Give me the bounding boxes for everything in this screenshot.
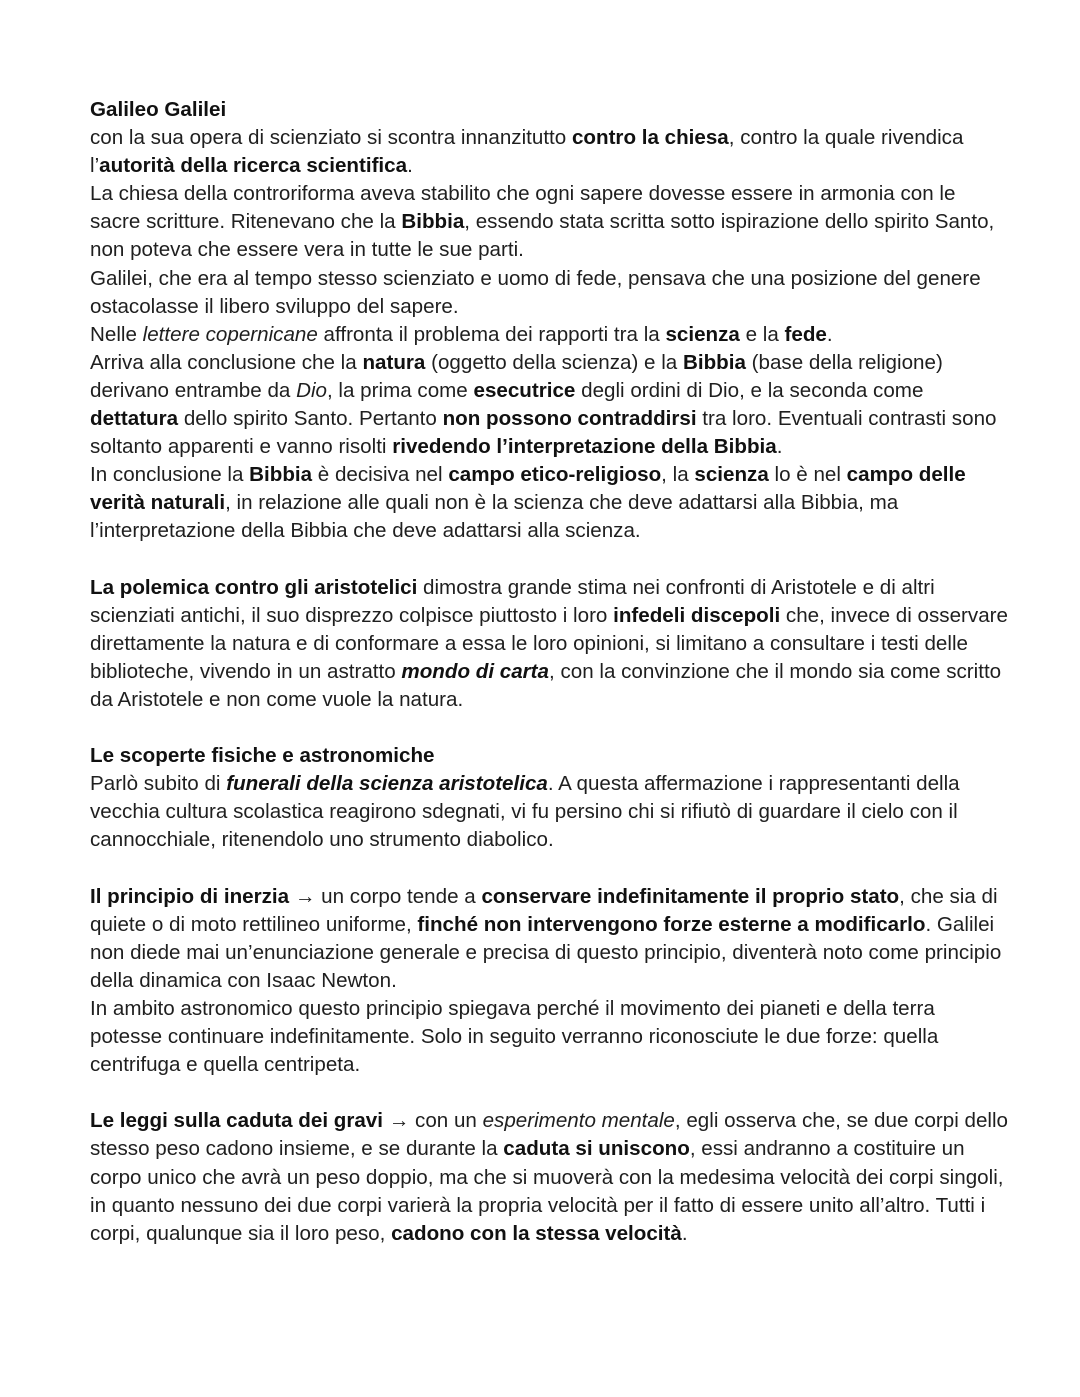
text-run: dettatura	[90, 407, 179, 431]
text-run: lettere copernicane	[142, 322, 318, 346]
text-run: mondo di carta	[401, 659, 549, 683]
text-run: non possono contraddirsi	[442, 407, 697, 431]
text-run: lo è nel	[768, 463, 847, 487]
text-run: In ambito astronomico questo principio spiegava perché il movimento dei pianeti e della terra potesse continuare indefinitamente. Solo in seguito verranno riconosciute le due forze: quella centrifuga e quella centripeta.	[90, 997, 939, 1077]
text-run: , egli osserva che, se due corpi dello stesso peso cadono insieme, e se durante la	[90, 1109, 1009, 1161]
text-run: caduta si uniscono	[503, 1137, 690, 1161]
text-run: . A questa affermazione i rappresentanti della vecchia cultura scolastica reagirono sdegnati, vi fu persino chi si rifiutò di guardare il cielo con il cannocchiale, ritenendolo uno strumento diabolico.	[90, 772, 960, 852]
text-run: dimostra grande stima nei confronti di Aristotele e di altri scienziati antichi, il suo disprezzo colpisce piuttosto i loro	[90, 575, 935, 627]
text-run: che, invece di osservare direttamente la natura e di conformare a essa le loro opinioni, si limitano a consultare i testi delle biblioteche, vivendo in un astratto	[90, 603, 1008, 683]
text-run: e la	[739, 322, 785, 346]
text-run: , che sia di quiete o di moto rettilineo uniforme,	[90, 884, 998, 936]
text-run: scienza	[665, 322, 740, 346]
text-run: Dio	[296, 378, 327, 402]
document-title: Galileo Galilei	[90, 98, 227, 121]
paragraph-conclusion	[90, 461, 1010, 545]
paragraph-galilei-faith	[90, 265, 1010, 321]
text-run: rivedendo l’interpretazione della Bibbia	[392, 435, 777, 459]
text-run: conservare indefinitamente il proprio stato	[481, 884, 900, 908]
document-page	[90, 96, 1010, 1248]
text-run: finché non intervengono forze esterne a modificarlo	[417, 912, 926, 936]
text-run: Il principio di inerzia	[90, 884, 290, 908]
text-run: cadono con la stessa velocità	[391, 1221, 682, 1245]
paragraph-church-conflict	[90, 124, 1010, 180]
text-run: contro la chiesa	[571, 126, 729, 150]
text-run: → con un	[382, 1109, 483, 1133]
text-run: infedeli discepoli	[613, 603, 781, 627]
text-run: campo delle verità naturali	[90, 463, 966, 515]
paragraph-inertia	[90, 883, 1010, 995]
section-heading-discoveries: Le scoperte fisiche e astronomiche	[90, 744, 435, 768]
paragraph-aristotelians	[90, 574, 1010, 714]
text-run: . Galilei non diede mai un’enunciazione generale e precisa di questo principio, diventerà noto come principio della dinamica con Isaac Newton.	[90, 912, 1002, 992]
text-run: La polemica contro gli aristotelici	[90, 575, 418, 599]
paragraph-funerals	[90, 770, 1010, 854]
text-run: La chiesa della controriforma aveva stabilito che ogni sapere dovesse essere in armonia con le sacre scritture. Ritenevano che la	[90, 182, 956, 234]
text-run: Nelle	[90, 322, 143, 346]
text-run: fede	[784, 322, 827, 346]
text-run: , contro la quale rivendica l’	[90, 126, 964, 178]
text-run: , essendo stata scritta sotto ispirazione dello spirito Santo, non poteva che essere vera in tutte le sue parti.	[90, 210, 995, 262]
text-run: Parlò subito di	[90, 772, 227, 796]
text-run: , con la convinzione che il mondo sia come scritto da Aristotele e non come vuole la natura.	[90, 659, 1002, 711]
text-run: autorità della ricerca scientifica	[99, 154, 408, 178]
text-run: Bibbia	[249, 463, 313, 487]
text-run: .	[407, 154, 413, 178]
text-run: (base della religione) derivano entrambe da	[90, 350, 943, 402]
text-run: .	[826, 322, 833, 346]
text-run: , essi andranno a costituire un corpo unico che avrà un peso doppio, ma che si muoverà con la medesima velocità dei corpi singoli, in quanto nessuno dei due corpi varierà la propria velocità per il fatto di essere unito all’altro. Tutti i corpi, qualunque sia il loro peso,	[90, 1137, 1004, 1245]
paragraph-falling-bodies	[90, 1107, 1010, 1247]
text-run: degli ordini di Dio, e la seconda come	[575, 378, 924, 402]
text-run: affronta il problema dei rapporti tra la	[317, 322, 666, 346]
text-run: Le leggi sulla caduta dei gravi	[90, 1109, 383, 1133]
text-run: Bibbia	[401, 210, 465, 234]
text-run: Galilei, che era al tempo stesso scienziato e uomo di fede, pensava che una posizione del genere ostacolasse il libero sviluppo del sapere.	[90, 266, 981, 318]
text-run: esperimento mentale	[482, 1109, 675, 1133]
text-run: → un corpo tende a	[289, 884, 482, 908]
text-run: scienza	[694, 463, 769, 487]
text-run: esecutrice	[473, 378, 576, 402]
text-run: .	[681, 1221, 688, 1245]
paragraph-copernican-letters	[90, 321, 1010, 349]
text-run: dello spirito Santo. Pertanto	[178, 407, 443, 431]
text-run: , la	[661, 463, 695, 487]
text-run: In conclusione la	[90, 463, 250, 487]
text-run: campo etico-religioso	[448, 463, 662, 487]
text-run: con la sua opera di scienziato si scontra innanzitutto	[90, 126, 572, 150]
text-run: , la prima come	[326, 378, 474, 402]
text-run: funerali della scienza aristotelica	[226, 772, 548, 796]
paragraph-nature-bible	[90, 349, 1010, 461]
text-run: natura	[362, 350, 426, 374]
text-run: Arriva alla conclusione che la	[90, 350, 363, 374]
text-run: è decisiva nel	[312, 463, 449, 487]
paragraph-astronomy	[90, 995, 1010, 1079]
text-run: tra loro. Eventuali contrasti sono soltanto apparenti e vanno risolti	[90, 407, 997, 459]
text-run: (oggetto della scienza) e la	[425, 350, 683, 374]
paragraph-counter-reformation	[90, 180, 1010, 264]
text-run: , in relazione alle quali non è la scienza che deve adattarsi alla Bibbia, ma l’interpretazione della Bibbia che deve adattarsi alla scienza.	[90, 491, 899, 543]
text-run: .	[776, 435, 783, 459]
text-run: Bibbia	[682, 350, 746, 374]
